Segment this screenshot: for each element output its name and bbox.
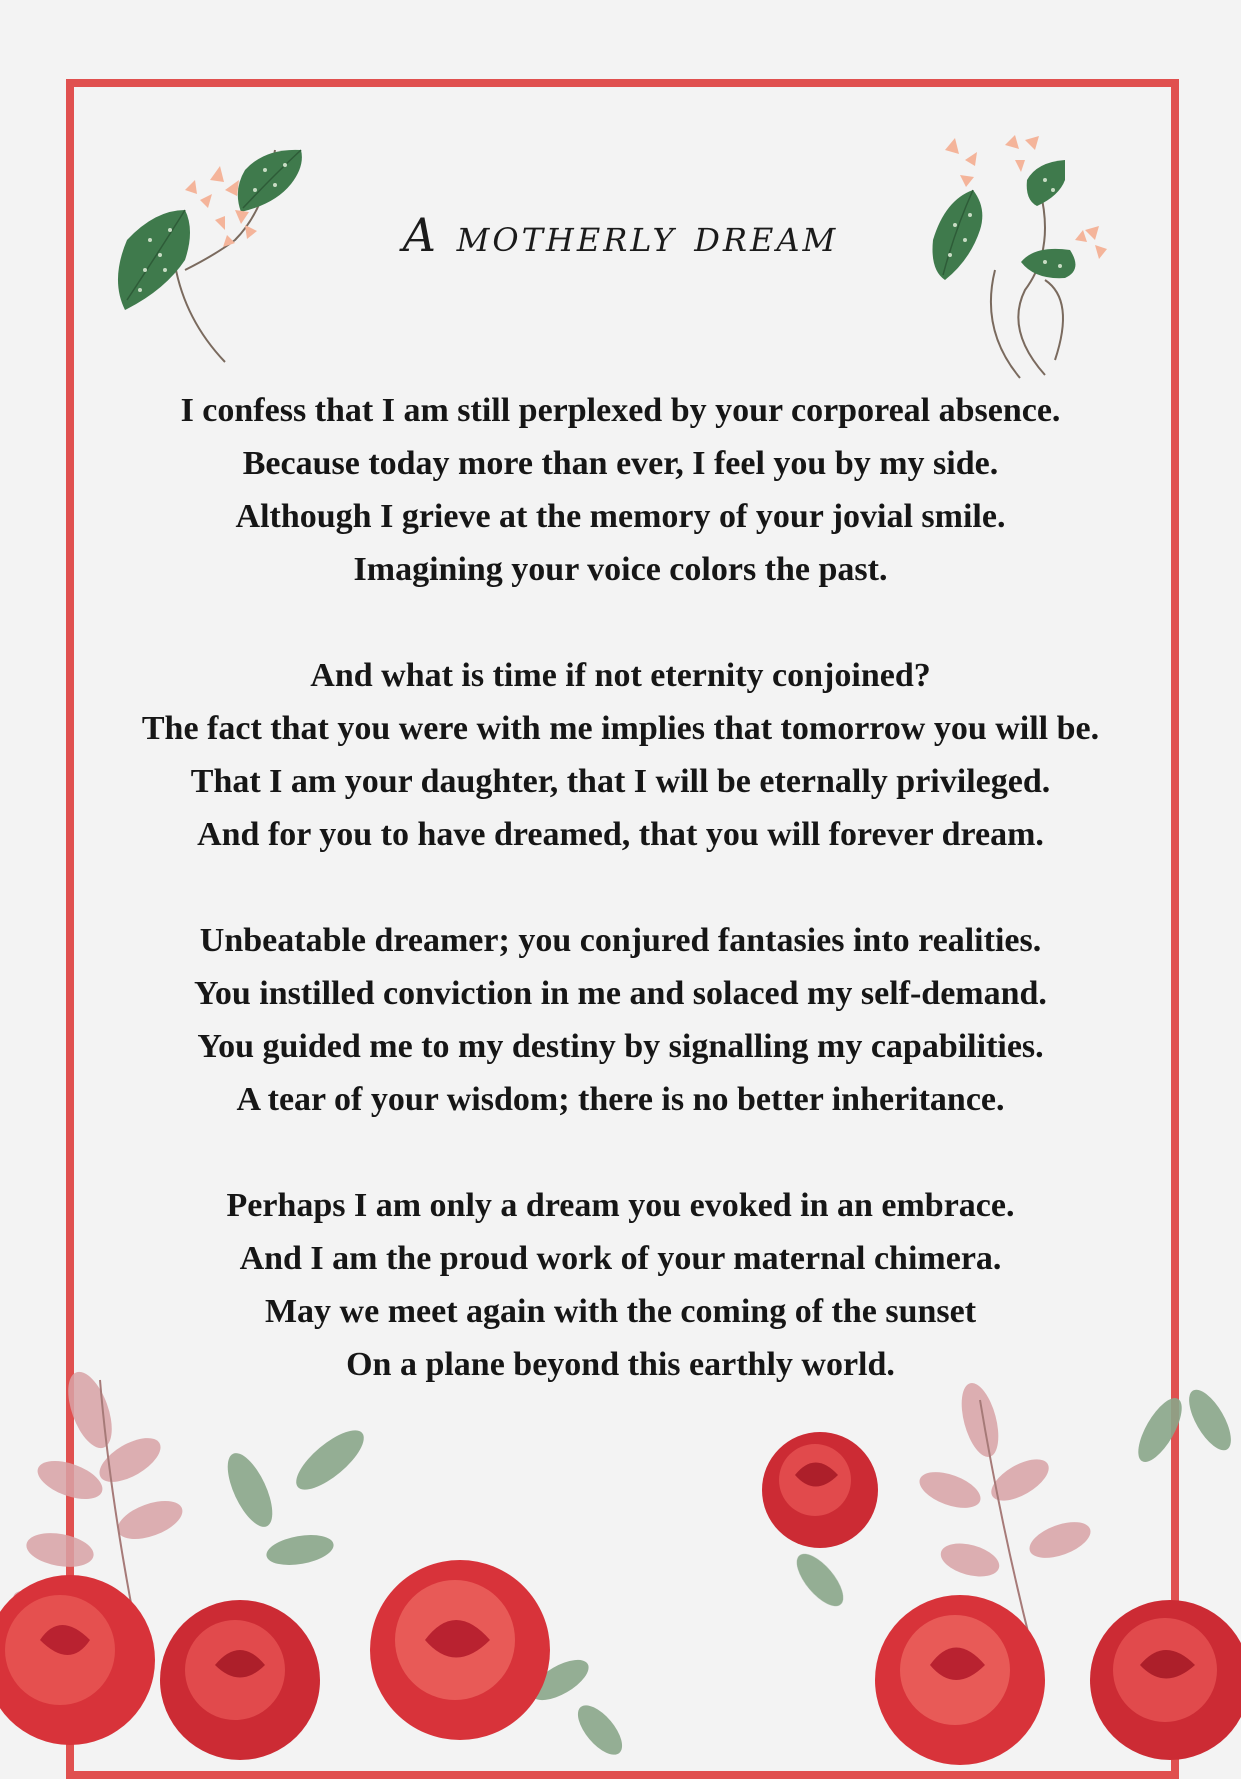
rose-border-bottom-right	[700, 1380, 1241, 1755]
poem-line: A tear of your wisdom; there is no better inheritance.	[236, 1081, 1005, 1118]
poem-line: And for you to have dreamed, that you will forever dream.	[197, 816, 1044, 853]
poem-line: Perhaps I am only a dream you evoked in an embrace.	[226, 1187, 1015, 1224]
poem-line: And I am the proud work of your maternal chimera.	[239, 1240, 1002, 1277]
poem-line: Imagining your voice colors the past.	[353, 551, 888, 588]
poem-line: And what is time if not eternity conjoined?	[310, 657, 931, 694]
poem-title: A motherly dream	[402, 208, 839, 262]
stanza	[0, 384, 1241, 596]
poem-body	[0, 384, 1241, 1444]
rose-border-bottom-left	[0, 1350, 640, 1755]
poem-line: May we meet again with the coming of the sunset	[264, 1293, 977, 1330]
poem-line: You instilled conviction in me and solaced my self-demand.	[194, 975, 1047, 1012]
stanza	[0, 914, 1241, 1126]
poem-line: You guided me to my destiny by signalling my capabilities.	[197, 1028, 1044, 1065]
poem-line: Although I grieve at the memory of your jovial smile.	[235, 498, 1006, 535]
poem-line: On a plane beyond this earthly world.	[346, 1346, 895, 1383]
poem-line: Unbeatable dreamer; you conjured fantasies into realities.	[199, 922, 1042, 959]
stanza	[0, 649, 1241, 861]
poem-line: That I am your daughter, that I will be eternally privileged.	[190, 763, 1051, 800]
poem-line: The fact that you were with me implies that tomorrow you will be.	[141, 710, 1100, 747]
poem-line: I confess that I am still perplexed by your corporeal absence.	[180, 392, 1061, 429]
poem-line: Because today more than ever, I feel you by my side.	[242, 445, 999, 482]
